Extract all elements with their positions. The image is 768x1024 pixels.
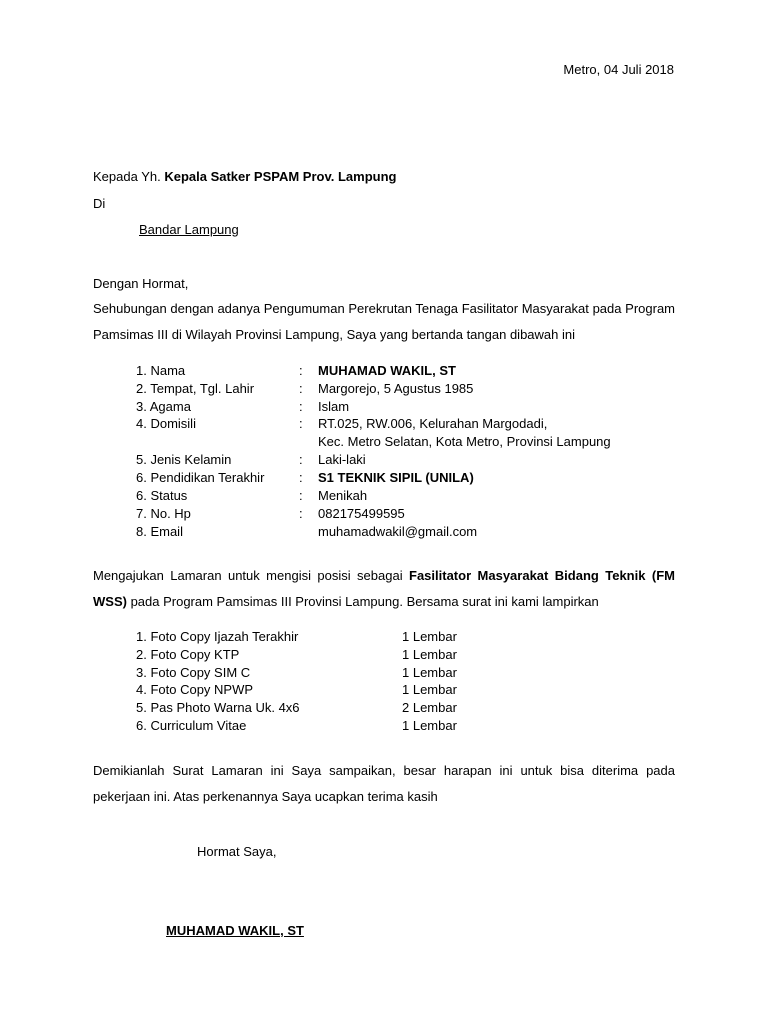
attachment-name: 2. Foto Copy KTP — [136, 647, 240, 662]
detail-value: Laki-laki — [318, 452, 366, 467]
attachment-name: 3. Foto Copy SIM C — [136, 665, 251, 680]
application-position: Fasilitator Masyarakat Bidang Teknik (FM WSS) — [93, 568, 675, 609]
detail-value: Margorejo, 5 Agustus 1985 — [318, 381, 474, 396]
attachment-qty: 1 Lembar — [402, 629, 457, 644]
attachment-qty: 1 Lembar — [402, 682, 457, 697]
detail-row — [136, 433, 676, 451]
intro-paragraph: Sehubungan dengan adanya Pengumuman Perekrutan Tenaga Fasilitator Masyarakat pada Program Pamsimas III di Wilayah Provinsi Lampung, Saya yang bertanda tangan dibawah ini — [93, 301, 675, 342]
attachment-qty: 2 Lembar — [402, 700, 457, 715]
application-post: pada Program Pamsimas III Provinsi Lampung. Bersama surat ini kami lampirkan — [126, 594, 599, 609]
detail-value: Islam — [318, 399, 350, 414]
detail-row — [136, 362, 676, 380]
attachment-item — [136, 699, 536, 717]
detail-row — [136, 487, 676, 505]
recipient-city: Bandar Lampung — [139, 222, 239, 237]
detail-label: 1. Nama — [136, 363, 186, 378]
attachment-item — [136, 628, 536, 646]
detail-separator: : — [299, 452, 303, 467]
greeting: Dengan Hormat, — [93, 276, 189, 291]
detail-separator: : — [299, 399, 303, 414]
detail-label: 3. Agama — [136, 399, 191, 414]
detail-value: Menikah — [318, 488, 368, 503]
detail-value: MUHAMAD WAKIL, ST — [318, 363, 456, 378]
recipient-di: Di — [93, 196, 106, 211]
application-paragraph — [93, 563, 675, 615]
attachment-qty: 1 Lembar — [402, 665, 457, 680]
detail-label: 5. Jenis Kelamin — [136, 452, 232, 467]
detail-row — [136, 398, 676, 416]
detail-row — [136, 469, 676, 487]
detail-value: RT.025, RW.006, Kelurahan Margodadi, — [318, 416, 548, 431]
attachment-name: 5. Pas Photo Warna Uk. 4x6 — [136, 700, 300, 715]
detail-row — [136, 451, 676, 469]
attachment-item — [136, 664, 536, 682]
recipient-line — [93, 168, 396, 186]
attachment-name: 1. Foto Copy Ijazah Terakhir — [136, 629, 299, 644]
detail-label: 4. Domisili — [136, 416, 196, 431]
detail-row — [136, 380, 676, 398]
attachment-item — [136, 681, 536, 699]
attachment-name: 4. Foto Copy NPWP — [136, 682, 254, 697]
attachment-qty: 1 Lembar — [402, 718, 457, 733]
signoff: Hormat Saya, — [197, 844, 277, 859]
recipient-prefix: Kepada Yh. — [93, 169, 165, 184]
detail-value: Kec. Metro Selatan, Kota Metro, Provinsi Lampung — [318, 434, 611, 449]
detail-label: 2. Tempat, Tgl. Lahir — [136, 381, 255, 396]
detail-label: 6. Status — [136, 488, 188, 503]
recipient-name: Kepala Satker PSPAM Prov. Lampung — [164, 169, 397, 184]
detail-separator: : — [299, 381, 303, 396]
attachment-qty: 1 Lembar — [402, 647, 457, 662]
detail-label: 6. Pendidikan Terakhir — [136, 470, 265, 485]
detail-value: S1 TEKNIK SIPIL (UNILA) — [318, 470, 474, 485]
detail-row — [136, 415, 676, 433]
signature-name: MUHAMAD WAKIL, ST — [166, 923, 304, 938]
attachment-name: 6. Curriculum Vitae — [136, 718, 247, 733]
closing-paragraph: Demikianlah Surat Lamaran ini Saya sampaikan, besar harapan ini untuk bisa diterima pada pekerjaan ini. Atas perkenannya Saya ucapkan terima kasih — [93, 763, 675, 804]
detail-row — [136, 523, 676, 541]
detail-label: 8. Email — [136, 524, 183, 539]
detail-separator: : — [299, 363, 303, 378]
detail-separator: : — [299, 488, 303, 503]
detail-row — [136, 505, 676, 523]
application-pre: Mengajukan Lamaran untuk mengisi posisi sebagai — [93, 568, 409, 583]
detail-value: muhamadwakil@gmail.com — [318, 524, 478, 539]
attachment-item — [136, 646, 536, 664]
detail-separator: : — [299, 506, 303, 521]
detail-label: 7. No. Hp — [136, 506, 191, 521]
detail-separator: : — [299, 470, 303, 485]
attachment-item — [136, 717, 536, 735]
detail-value: 082175499595 — [318, 506, 405, 521]
detail-separator: : — [299, 416, 303, 431]
letter-date: Metro, 04 Juli 2018 — [563, 62, 674, 77]
